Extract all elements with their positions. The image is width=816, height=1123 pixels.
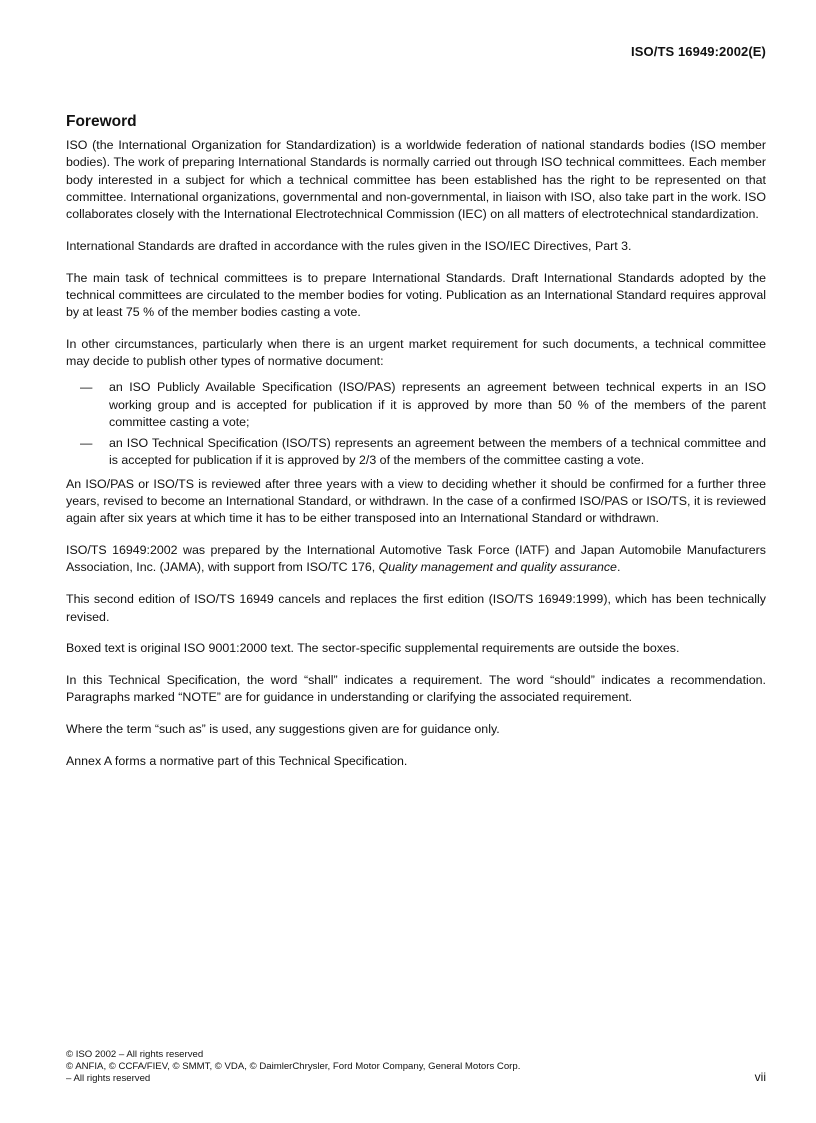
list-item xyxy=(66,435,766,470)
copyright-line-rights: – All rights reserved xyxy=(66,1073,151,1084)
document-id-header: ISO/TS 16949:2002(E) xyxy=(631,44,766,59)
paragraph-annex: Annex A forms a normative part of this Technical Specification. xyxy=(66,754,408,769)
paragraph-prepared-by xyxy=(66,542,766,577)
prepared-by-end: . xyxy=(616,560,621,575)
committee-title: Quality management and quality assurance xyxy=(378,560,617,575)
document-types-list xyxy=(66,379,766,469)
paragraph-iso-intro: ISO (the International Organization for Standardization) is a worldwide federation of national standards bodies (ISO member bodies). The work of preparing International Standards is normally carried out through ISO technical committees. Each member body interested in a subject for which a technical committee has been established has the right to be represented on that committee. International organizations, governmental and non-governmental, in liaison with ISO, also take part in the work. ISO collaborates closely with the International Electrotechnical Commission (IEC) on all matters of electrotechnical standardization. xyxy=(66,138,766,222)
paragraph-review: An ISO/PAS or ISO/TS is reviewed after three years with a view to deciding whether it should be confirmed for a further three years, revised to become an International Standard, or withdrawn. In the case of a confirmed ISO/PAS or ISO/TS, it is reviewed again after six years at which time it has to be either transposed into an International Standard or withdrawn. xyxy=(66,476,766,526)
paragraph-shall-should: In this Technical Specification, the word “shall” indicates a requirement. The word “should” indicates a recommendation. Paragraphs marked “NOTE” are for guidance in understanding or clarifying the associated requirement. xyxy=(66,673,766,705)
list-item xyxy=(66,379,766,431)
paragraph-directives: International Standards are drafted in accordance with the rules given in the ISO/IEC Directives, Part 3. xyxy=(66,238,632,253)
page-content xyxy=(66,113,766,785)
dash-bullet: — xyxy=(80,436,93,451)
list-item-text: an ISO Technical Specification (ISO/TS) represents an agreement between the members of a technical committee and is accepted for publication if it is approved by 2/3 of the members of the committee casting a vote. xyxy=(109,436,766,468)
copyright-line-iso: © ISO 2002 – All rights reserved xyxy=(66,1049,204,1060)
page-title: Foreword xyxy=(66,113,137,130)
prepared-by-text: ISO/TS 16949:2002 was prepared by the International Automotive Task Force (IATF) and Japan Automobile Manufacturers Association, Inc. (JAMA), with support from ISO/TC 176, xyxy=(66,543,766,575)
copyright-footer xyxy=(66,1049,520,1085)
paragraph-main-task: The main task of technical committees is to prepare International Standards. Draft International Standards adopted by the technical committees are circulated to the member bodies for voting. Publication as an International Standard requires approval by at least 75 % of the member bodies casting a vote. xyxy=(66,270,766,320)
page-number: vii xyxy=(754,1070,766,1084)
paragraph-boxed-text: Boxed text is original ISO 9001:2000 text. The sector-specific supplemental requirements are outside the boxes. xyxy=(66,641,680,656)
paragraph-such-as: Where the term “such as” is used, any suggestions given are for guidance only. xyxy=(66,722,500,737)
dash-bullet: — xyxy=(80,380,93,395)
copyright-line-partners: © ANFIA, © CCFA/FIEV, © SMMT, © VDA, © DaimlerChrysler, Ford Motor Company, General Motors Corp. xyxy=(66,1061,521,1072)
paragraph-edition: This second edition of ISO/TS 16949 cancels and replaces the first edition (ISO/TS 16949:1999), which has been technically revised. xyxy=(66,592,766,624)
list-item-text: an ISO Publicly Available Specification (ISO/PAS) represents an agreement between technical experts in an ISO working group and is accepted for publication if it is approved by more than 50 % of the members of the parent committee casting a vote; xyxy=(109,380,766,429)
paragraph-other-circumstances: In other circumstances, particularly when there is an urgent market requirement for such documents, a technical committee may decide to publish other types of normative document: xyxy=(66,337,766,369)
